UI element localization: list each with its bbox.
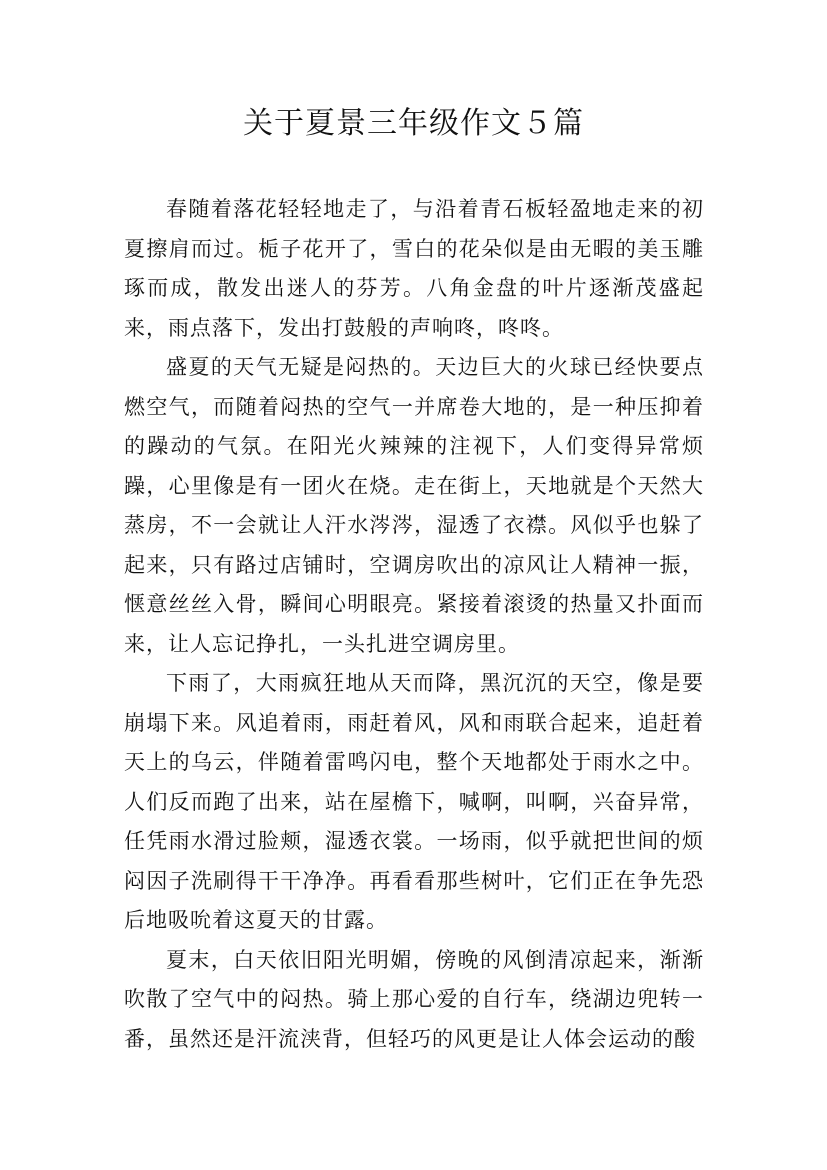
paragraph-4: 夏末，白天依旧阳光明媚，傍晚的风倒清凉起来，渐渐吹散了空气中的闷热。骑上那心爱的自行车，绕湖边兜转一番，虽然还是汗流浃背，但轻巧的风更是让人体会运动的酸 [124, 947, 704, 1051]
paragraph-1: 春随着落花轻轻地走了，与沿着青石板轻盈地走来的初夏擦肩而过。栀子花开了，雪白的花朵似是由无暇的美玉雕琢而成，散发出迷人的芬芳。八角金盘的叶片逐渐茂盛起来，雨点落下，发出打鼓般的声响咚，咚咚。 [124, 197, 704, 340]
document-body [124, 190, 704, 1059]
paragraph-2: 盛夏的天气无疑是闷热的。天边巨大的火球已经快要点燃空气，而随着闷热的空气一并席卷大地的，是一种压抑着的躁动的气氛。在阳光火辣辣的注视下，人们变得异常烦躁，心里像是有一团火在烧。走在街上，天地就是个天然大蒸房，不一会就让人汗水涔涔，湿透了衣襟。风似乎也躲了起来，只有路过店铺时，空调房吹出的凉风让人精神一振，惬意丝丝入骨，瞬间心明眼亮。紧接着滚烫的热量又扑面而来，让人忘记挣扎，一头扎进空调房里。 [124, 355, 704, 656]
document-title: 关于夏景三年级作文５篇 [243, 106, 584, 141]
paragraph-3: 下雨了，大雨疯狂地从天而降，黑沉沉的天空，像是要崩塌下来。风追着雨，雨赶着风，风和雨联合起来，追赶着天上的乌云，伴随着雷鸣闪电，整个天地都处于雨水之中。人们反而跑了出来，站在屋檐下，喊啊，叫啊，兴奋异常，任凭雨水滑过脸颊，湿透衣裳。一场雨，似乎就把世间的烦闷因子洗刷得干干净净。再看看那些树叶，它们正在争先恐后地吸吮着这夏天的甘露。 [124, 671, 704, 932]
